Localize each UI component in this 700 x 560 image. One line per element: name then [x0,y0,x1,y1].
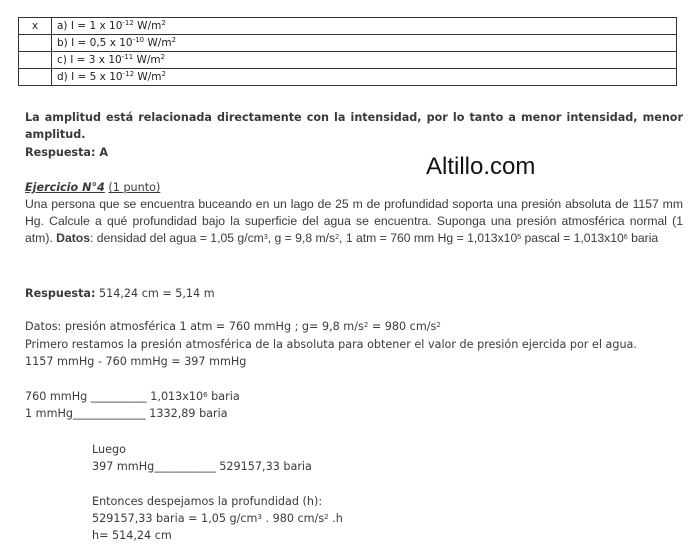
answer-mark [19,52,52,69]
option-c: c) I = 3 x $10^{-11}$ $W/m^2$ [52,52,677,69]
exercise-statement: Una persona que se encuentra buceando en un lago de 25 m de profundidad soporta una presión absoluta de 1157 mm Hg. Calcule a qué profundidad bajo la superficie del agua se encuentra. Suponga una presión atmosférica normal (1 atm). Datos: densidad del agua = 1,05 $g/cm^3$, g = 9,8 $m/s^2$, 1 atm = 760 mm $Hg = 1,013x10^5$ pascal = $1,013x10^6$ baria [25,197,683,245]
option-a: a) I = 1 x $10^{-12}$ $W/m^2$ [52,18,677,35]
option-b: b) I = 0,5 x $10^{-10}$ $W/m^2$ [52,35,677,52]
explanation-answer: Respuesta: A [25,146,109,159]
table-row [19,18,677,35]
solution-subtraction: 1157 mmHg - 760 mmHg = 397 mmHg [25,355,247,368]
options-table [18,17,677,86]
result-line: h= 514,24 cm [92,529,172,542]
answer-mark: x [19,18,52,35]
solution-answer: Respuesta: 514,24 cm = 5,14 m [25,287,215,300]
option-d: d) I = 5 x $10^{-12}$ $W/m^2$ [52,69,677,86]
answer-mark [19,35,52,52]
table-row [19,52,677,69]
exercise-points: (1 punto) [108,181,161,194]
luego-label: Luego [92,443,126,456]
conversion-line-2: 1 mmHg_____________ 1332,89 baria [25,407,228,420]
exercise-heading [25,179,683,196]
entonces-line: Entonces despejamos la profundidad (h): [92,495,323,508]
table-row [19,69,677,86]
luego-line: 397 mmHg___________ 529157,33 baria [92,460,312,473]
table-row [19,35,677,52]
answer-mark [19,69,52,86]
explanation-text: La amplitud está relacionada directamente con la intensidad, por lo tanto a menor intensidad, menor amplitud. [25,111,683,141]
watermark-logo: Altillo.com [426,153,536,180]
solution-first-step: Primero restamos la presión atmosférica de la absoluta para obtener el valor de presión ejercida por el agua. [25,338,637,351]
equation-line: 529157,33 baria = 1,05 $g/cm^3$ . 980 $cm/s^2$ .h [92,512,343,525]
exercise-title: Ejercicio N°4 [25,181,105,194]
conversion-line-1: 760 mmHg __________ $1,013x10^6$ baria [25,390,240,403]
solution-datos: Datos: presión atmosférica 1 atm = 760 mmHg ; g= 9,8 $m/s^2 = 980$ $cm/s^2$ [25,320,441,333]
